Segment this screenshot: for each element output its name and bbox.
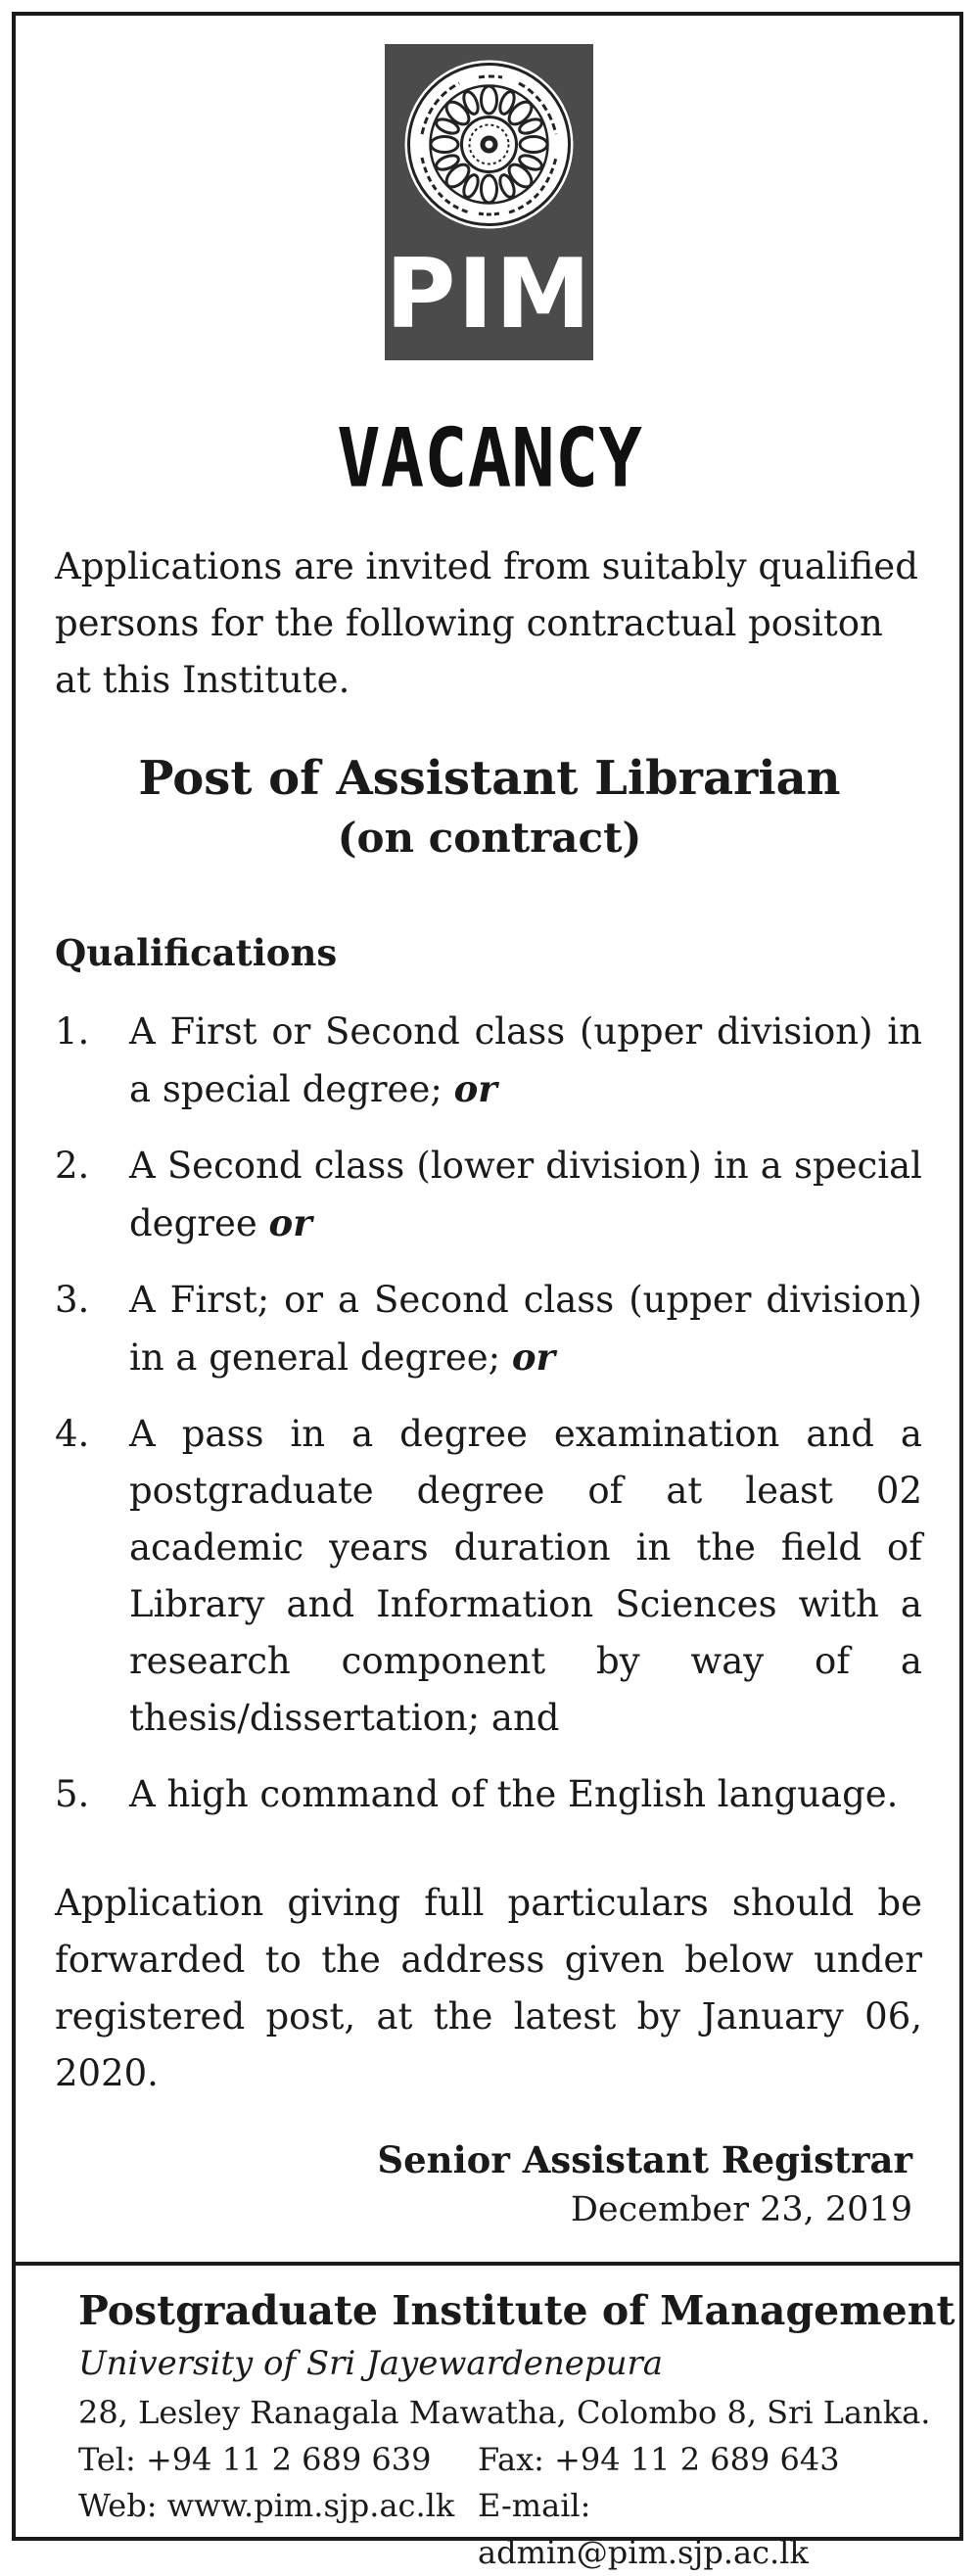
list-item-conjunction: or [268,1201,312,1244]
list-item [55,1406,922,1747]
footer-divider [12,2262,963,2266]
pim-logo [385,44,593,360]
list-item-number: 1. [55,1010,90,1053]
list-item-text: A First or Second class (upper division) in a special degree; [129,1010,922,1110]
signatory-title: Senior Assistant Registrar [377,2138,912,2181]
university-seal-icon [400,56,578,233]
list-item-conjunction: or [453,1067,497,1110]
telephone: Tel: +94 11 2 689 639 [78,2441,432,2478]
list-item-text: A First; or a Second class (upper division) in a general degree; [129,1279,922,1379]
closing-paragraph: Application giving full particulars should be forwarded to the address given below under registered post, at the latest by January 06, 2020. [55,1882,922,2094]
intro-paragraph: Applications are invited from suitably qualified persons for the following contractual positon at this Institute. [55,545,918,701]
list-item-number: 4. [55,1413,90,1455]
list-item-text: A Second class (lower division) in a special degree [129,1145,922,1244]
logo-text: PIM [385,239,593,351]
list-item [55,1138,922,1252]
website-link[interactable]: Web: www.pim.sjp.ac.lk [78,2487,455,2524]
list-item-text: A high command of the English language. [129,1773,899,1815]
list-item-number: 5. [55,1773,90,1815]
list-item-text: A pass in a degree examination and a postgraduate degree of at least 02 academic years duration in the field of Library and Information Sciences with a research component by way of a thesis/dissertation; and [129,1413,922,1739]
web-email-row [78,2482,920,2571]
list-item-conjunction: or [511,1335,556,1379]
list-item [55,1272,922,1386]
list-item [55,1004,922,1118]
list-item-number: 2. [55,1145,90,1187]
signatory-date: December 23, 2019 [570,2190,912,2229]
page-title: VACANCY [337,411,642,506]
phone-fax-row [78,2436,920,2483]
qualifications-heading: Qualifications [55,931,338,974]
list-item-number: 3. [55,1279,90,1321]
organization-name: Postgraduate Institute of Management [78,2287,956,2334]
email-link[interactable]: E-mail: admin@pim.sjp.ac.lk [478,2487,809,2571]
list-item [55,1766,922,1823]
post-title: Post of Assistant Librarian [138,751,841,806]
fax: Fax: +94 11 2 689 643 [478,2441,840,2478]
qualifications-list [55,1004,922,1843]
university-name: University of Sri Jayewardenepura [78,2344,664,2383]
post-subtitle: (on contract) [337,814,642,862]
postal-address: 28, Lesley Ranagala Mawatha, Colombo 8, Sri Lanka. [78,2394,931,2431]
